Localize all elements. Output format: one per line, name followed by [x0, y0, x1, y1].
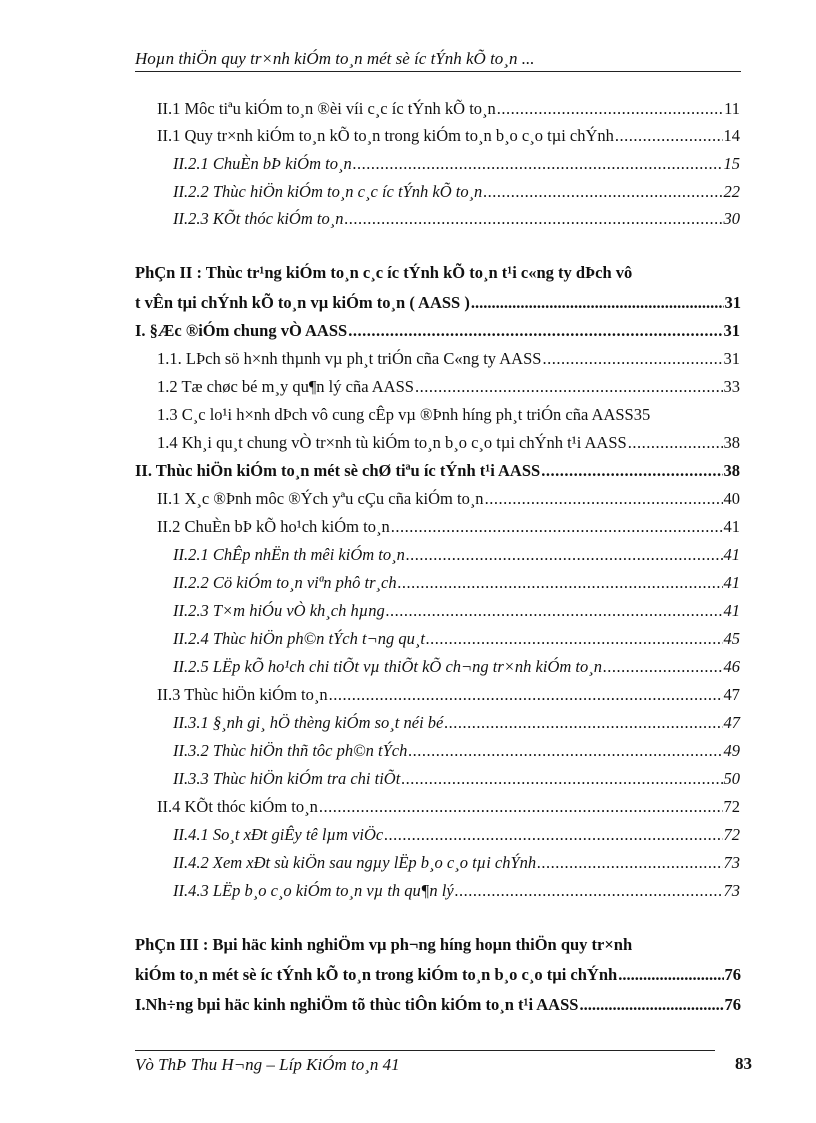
toc-entry-page: 11: [724, 99, 740, 118]
toc-entry-title: II.3.2 Thùc hiÖn thñ tôc ph©n tÝch: [173, 741, 408, 760]
toc-leader: [415, 374, 723, 400]
part-3-heading-line1: PhÇn III : Bµi häc kinh nghiÖm vµ ph¬ng híng hoµn thiÖn quy tr×nh: [135, 935, 633, 954]
toc-entry[interactable]: [157, 794, 740, 820]
toc-leader: [353, 151, 723, 177]
toc-leader: [391, 514, 723, 540]
toc-entry-title: II.1 Môc tiªu kiÓm to¸n ®èi víi c¸c íc tÝnh kÕ to¸n: [157, 99, 496, 118]
toc-leader: [406, 542, 723, 568]
toc-leader: [384, 822, 722, 848]
toc-entry-page: 38: [723, 433, 740, 452]
toc-entry-title: 1.2 Tæ chøc bé m¸y qu¶n lý cña AASS: [157, 377, 414, 396]
toc-entry-title: II.2.2 Thùc hiÖn kiÓm to¸n c¸c íc tÝnh kÕ to¸n: [173, 182, 483, 201]
toc-entry[interactable]: [173, 822, 740, 848]
toc-leader: [497, 96, 723, 122]
toc-entry-page: 72: [723, 797, 740, 816]
part-2-heading[interactable]: [135, 260, 741, 320]
toc-entry-title: 1.4 Kh¸i qu¸t chung vÒ tr×nh tù kiÓm to¸n b¸o c¸o tµi chÝnh t¹i AASS: [157, 433, 627, 452]
toc-entry-title: II.2.1 ChÊp nhËn th mêi kiÓm to¸n: [173, 545, 405, 564]
toc-entry-title: II.4.2 Xem xÐt sù kiÖn sau ngµy lËp b¸o c¸o tµi chÝnh: [173, 853, 537, 872]
toc-entry-page: 41: [723, 601, 740, 620]
toc-leader: [615, 123, 723, 149]
toc-entry[interactable]: [173, 766, 740, 792]
toc-leader: [398, 570, 723, 596]
toc-leader: [386, 598, 723, 624]
toc-entry[interactable]: [157, 682, 740, 708]
toc-entry-page: 73: [723, 881, 740, 900]
toc-entry[interactable]: [157, 486, 740, 512]
toc-entry[interactable]: [173, 570, 740, 596]
toc-leader: [542, 346, 722, 372]
part-3-heading[interactable]: [135, 932, 741, 1022]
toc-entry-title: II.1 Quy tr×nh kiÓm to¸n kÕ to¸n trong kiÓm to¸n b¸o c¸o tµi chÝnh: [157, 126, 614, 145]
toc-entry-title: II.3.3 Thùc hiÖn kiÓm tra chi tiÕt: [173, 769, 401, 788]
toc-entry[interactable]: [157, 123, 740, 149]
toc-entry-title: II.2.4 Thùc hiÖn ph©n tÝch t¬ng qu¸t: [173, 629, 425, 648]
toc-entry-page: 38: [723, 461, 740, 480]
toc-leader: [329, 682, 723, 708]
toc-leader: [408, 738, 722, 764]
toc-entry-title: II.2.3 T×m hiÓu vÒ kh¸ch hµng: [173, 601, 385, 620]
toc-entry-title: II.2 ChuÈn bÞ kÕ ho¹ch kiÓm to¸n: [157, 517, 390, 536]
toc-leader: [401, 766, 722, 792]
toc-leader: [348, 318, 722, 344]
toc-entry-page: 76: [724, 995, 741, 1014]
toc-entry-title: II. Thùc hiÖn kiÓm to¸n mét sè chØ tiªu íc tÝnh t¹i AASS: [135, 461, 541, 480]
toc-leader: [485, 486, 723, 512]
toc-entry[interactable]: [135, 458, 740, 484]
toc-entry-title: I. §Æc ®iÓm chung vÒ AASS: [135, 321, 348, 340]
footer-divider: [135, 1050, 715, 1051]
toc-entry[interactable]: [157, 374, 740, 400]
toc-entry-page: 41: [723, 517, 740, 536]
part-2-heading-line2: t vÊn tµi chÝnh kÕ to¸n vµ kiÓm to¸n ( AASS ): [135, 293, 470, 312]
toc-entry-page: 15: [723, 154, 740, 173]
toc-entry-page: 73: [723, 853, 740, 872]
toc-entry[interactable]: [173, 598, 740, 624]
toc-entry-page: 41: [723, 545, 740, 564]
toc-entry[interactable]: [157, 430, 740, 456]
toc-entry-title: II.2.3 KÕt thóc kiÓm to¸n: [173, 209, 344, 228]
toc-leader: [579, 992, 723, 1018]
toc-entry-page: 41: [723, 573, 740, 592]
toc-entry-title: II.2.1 ChuÈn bÞ kiÓm to¸n: [173, 154, 352, 173]
part-2-heading-line1: PhÇn II : Thùc tr¹ng kiÓm to¸n c¸c íc tÝnh kÕ to¸n t¹i c«ng ty dÞch vô: [135, 263, 633, 282]
toc-entry-page: 72: [723, 825, 740, 844]
toc-entry[interactable]: [157, 402, 740, 428]
toc-entry-page: 14: [723, 126, 740, 145]
toc-entry-page: 45: [723, 629, 740, 648]
toc-entry-page: 47: [723, 685, 740, 704]
toc-entry-title: 1.3 C¸c lo¹i h×nh dÞch vô cung cÊp vµ ®Þnh híng ph¸t triÓn cña AASS: [157, 405, 634, 424]
toc-entry-page: 33: [723, 377, 740, 396]
toc-entry[interactable]: [173, 878, 740, 904]
footer-author: Vò ThÞ Thu H¬ng – Líp KiÓm to¸n 41: [135, 1055, 400, 1074]
part-3-heading-line2: kiÓm to¸n mét sè íc tÝnh kÕ to¸n trong kiÓm to¸n b¸o c¸o tµi chÝnh: [135, 965, 618, 984]
toc-entry-title: II.4.3 LËp b¸o c¸o kiÓm to¸n vµ th qu¶n lý: [173, 881, 454, 900]
toc-leader: [319, 794, 723, 820]
toc-leader: [344, 206, 722, 232]
toc-entry-page: 31: [724, 293, 741, 312]
toc-entry[interactable]: [157, 96, 740, 122]
toc-entry-page: 50: [723, 769, 740, 788]
toc-leader: [483, 179, 722, 205]
toc-leader: [471, 290, 724, 316]
toc-leader: [444, 710, 722, 736]
toc-entry-title: II.3.1 §¸nh gi¸ hÖ thèng kiÓm so¸t néi bé: [173, 713, 444, 732]
toc-entry-title: II.3 Thùc hiÖn kiÓm to¸n: [157, 685, 328, 704]
toc-entry[interactable]: [135, 318, 740, 344]
toc-entry[interactable]: [157, 514, 740, 540]
toc-leader: [455, 878, 723, 904]
toc-leader: [426, 626, 723, 652]
toc-entry-page: 47: [723, 713, 740, 732]
toc-leader: [541, 458, 722, 484]
part-3-heading-line3: I.Nh÷ng bµi häc kinh nghiÖm tõ thùc tiÔn kiÓm to¸n t¹i AASS: [135, 995, 579, 1014]
toc-entry[interactable]: [173, 710, 740, 736]
toc-entry-title: II.4 KÕt thóc kiÓm to¸n: [157, 797, 318, 816]
toc-leader: [618, 962, 723, 988]
toc-leader: [537, 850, 722, 876]
toc-entry-page: 40: [723, 489, 740, 508]
toc-entry[interactable]: [173, 626, 740, 652]
toc-entry-page: 76: [724, 965, 741, 984]
toc-leader: [603, 654, 723, 680]
toc-entry-page: 49: [723, 741, 740, 760]
toc-entry-page: 22: [723, 182, 740, 201]
toc-entry[interactable]: [173, 542, 740, 568]
toc-entry-page: 30: [723, 209, 740, 228]
toc-entry[interactable]: [173, 206, 740, 232]
running-header: Hoµn thiÖn quy tr×nh kiÓm to¸n mét sè íc tÝnh kÕ to¸n ...: [135, 49, 535, 68]
toc-entry-page: 31: [723, 321, 740, 340]
toc-entry-page: 46: [723, 657, 740, 676]
toc-entry[interactable]: [173, 654, 740, 680]
toc-entry-title: II.4.1 So¸t xÐt giÊy tê lµm viÖc: [173, 825, 384, 844]
toc-entry[interactable]: [173, 850, 740, 876]
toc-entry[interactable]: [173, 179, 740, 205]
page-number: 83: [735, 1054, 752, 1073]
toc-entry-page: 31: [723, 349, 740, 368]
toc-entry-title: II.2.2 Cö kiÓm to¸n viªn phô tr¸ch: [173, 573, 397, 592]
toc-entry[interactable]: [173, 151, 740, 177]
toc-entry-title: II.2.5 LËp kÕ ho¹ch chi tiÕt vµ thiÕt kÕ ch¬ng tr×nh kiÓm to¸n: [173, 657, 602, 676]
toc-leader: [628, 430, 723, 456]
toc-entry[interactable]: [157, 346, 740, 372]
toc-entry-page: 35: [633, 405, 651, 424]
toc-entry[interactable]: [173, 738, 740, 764]
toc-entry-title: II.1 X¸c ®Þnh môc ®Ých yªu cÇu cña kiÓm to¸n: [157, 489, 484, 508]
toc-entry-title: 1.1. LÞch sö h×nh thµnh vµ ph¸t triÓn cña C«ng ty AASS: [157, 349, 542, 368]
